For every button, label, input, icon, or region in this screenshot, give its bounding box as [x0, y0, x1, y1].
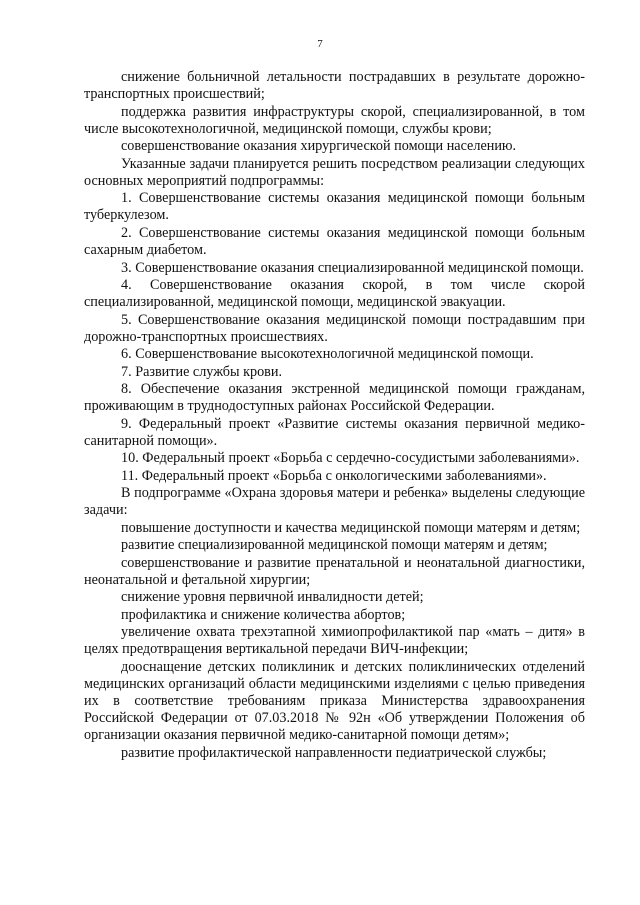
task-item: дооснащение детских поликлиник и детских поликлинических отделений медицинских организаций области медицинскими изделиями с целью приведения их в соответствие требованиям приказа Министерства здравоохранения Российской Федерации от 07.03.2018 № 92н «Об утверждении Положения об организации оказания первичной медико-санитарной помощи детям»;: [84, 658, 585, 744]
paragraph: Указанные задачи планируется решить посредством реализации следующих основных мероприятий подпрограммы:: [84, 155, 585, 189]
task-item: повышение доступности и качества медицинской помощи матерям и детям;: [121, 519, 581, 536]
list-item: 1. Совершенствование системы оказания медицинской помощи больным туберкулезом.: [84, 190, 585, 224]
list-item: 7. Развитие службы крови.: [121, 363, 283, 380]
list-item: 4. Совершенствование оказания скорой, в том числе скорой специализированной, медицинской помощи, медицинской эвакуации.: [84, 276, 585, 311]
body-text: [84, 69, 585, 762]
list-item: 11. Федеральный проект «Борьба с онкологическими заболеваниями».: [121, 467, 547, 484]
paragraph: снижение больничной летальности пострадавших в результате дорожно-транспортных происшествий;: [84, 69, 585, 103]
task-item: снижение уровня первичной инвалидности детей;: [121, 589, 424, 606]
list-item: 10. Федеральный проект «Борьба с сердечно-сосудистыми заболеваниями».: [121, 450, 580, 467]
list-item: 6. Совершенствование высокотехнологичной медицинской помощи.: [121, 346, 534, 363]
task-item: профилактика и снижение количества абортов;: [121, 606, 406, 623]
paragraph: В подпрограмме «Охрана здоровья матери и ребенка» выделены следующие задачи:: [84, 485, 585, 519]
list-item: 9. Федеральный проект «Развитие системы оказания первичной медико-санитарной помощи».: [84, 415, 585, 449]
list-item: 2. Совершенствование системы оказания медицинской помощи больным сахарным диабетом.: [84, 224, 585, 259]
list-item: 8. Обеспечение оказания экстренной медицинской помощи гражданам, проживающим в труднодоступных районах Российской Федерации.: [84, 381, 585, 415]
paragraph: совершенствование оказания хирургической помощи населению.: [121, 138, 517, 155]
task-item: совершенствование и развитие пренатальной и неонатальной диагностики, неонатальной и фетальной хирургии;: [84, 554, 585, 588]
paragraph: поддержка развития инфраструктуры скорой, специализированной, в том числе высокотехнологичной, медицинской помощи, службы крови;: [84, 103, 585, 137]
list-item: 5. Совершенствование оказания медицинской помощи пострадавшим при дорожно-транспортных происшествиях.: [84, 311, 585, 345]
list-item: 3. Совершенствование оказания специализированной медицинской помощи.: [121, 259, 584, 276]
task-item: увеличение охвата трехэтапной химиопрофилактикой пар «мать – дитя» в целях предотвращения вертикальной передачи ВИЧ-инфекции;: [84, 624, 585, 658]
task-item: развитие профилактической направленности педиатрической службы;: [121, 744, 547, 761]
task-item: развитие специализированной медицинской помощи матерям и детям;: [121, 537, 548, 554]
page-number: 7: [317, 38, 323, 50]
